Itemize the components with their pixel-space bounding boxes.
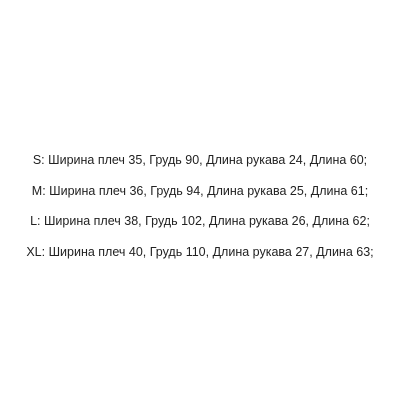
size-line-xl: XL: Ширина плеч 40, Грудь 110, Длина рукава 27, Длина 63;: [26, 244, 374, 259]
size-chart: [0, 146, 400, 268]
size-line-m: M: Ширина плеч 36, Грудь 94, Длина рукава 25, Длина 61;: [31, 183, 369, 198]
size-line-s: S: Ширина плеч 35, Грудь 90, Длина рукава 24, Длина 60;: [32, 153, 368, 167]
size-line-l: L: Ширина плеч 38, Грудь 102, Длина рукава 26, Длина 62;: [30, 214, 370, 228]
